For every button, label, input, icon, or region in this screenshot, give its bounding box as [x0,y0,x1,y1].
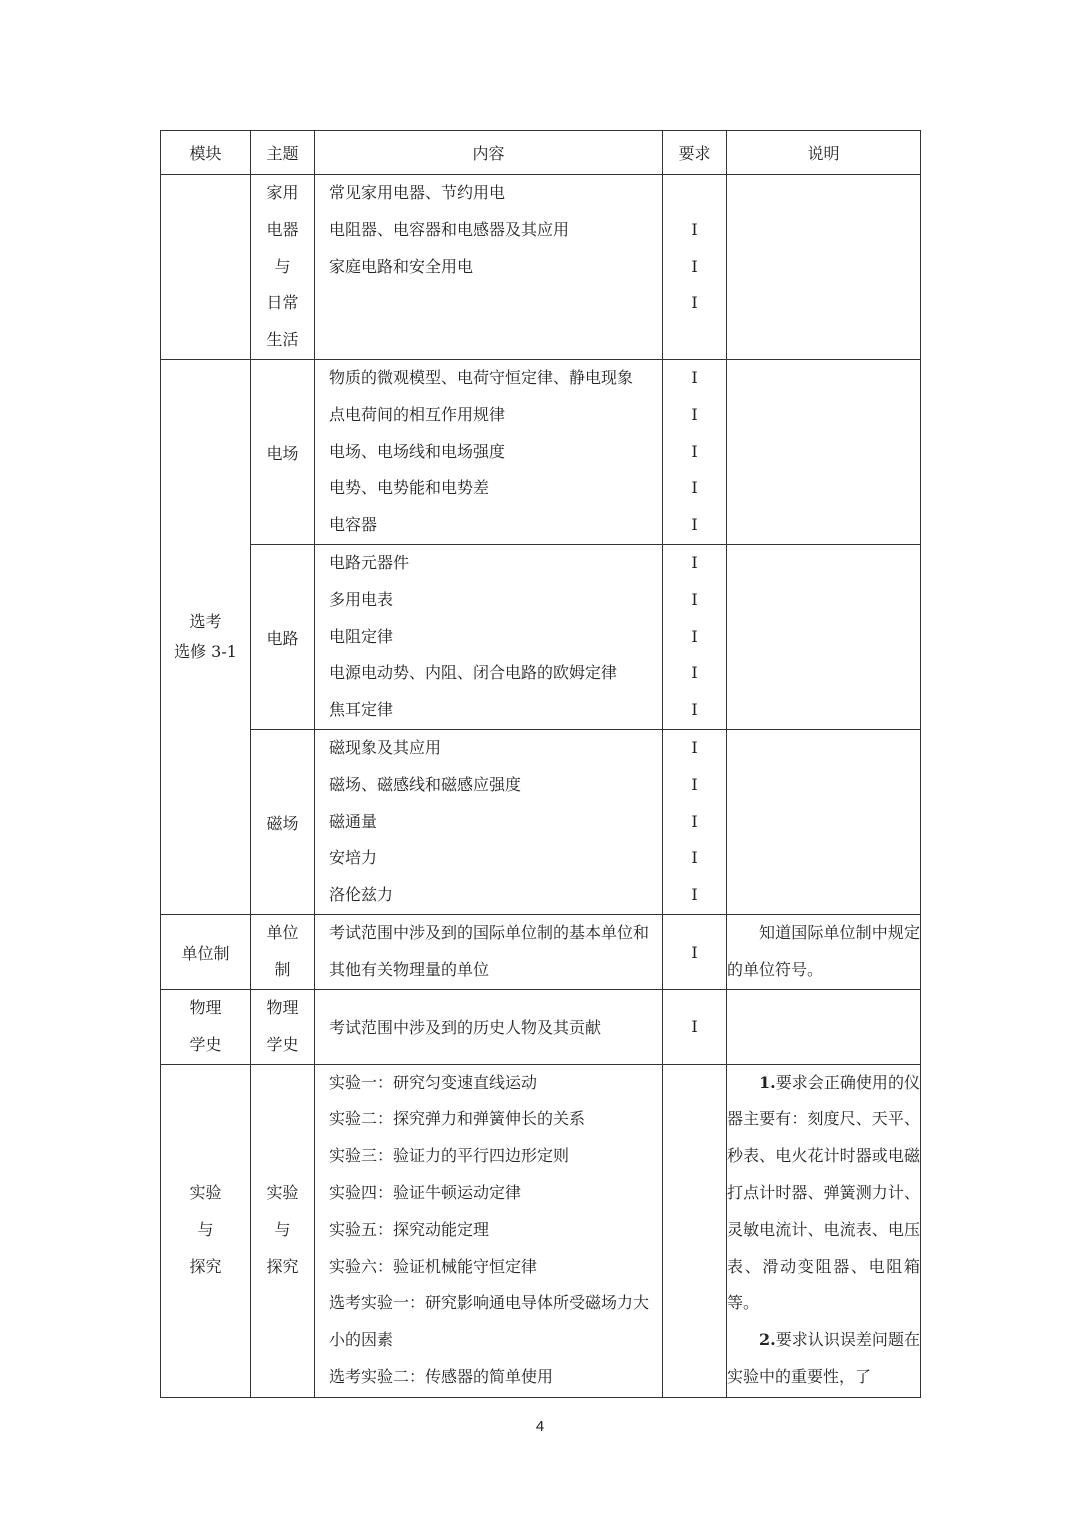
content-experiments: 实验一：研究匀变速直线运动 实验二：探究弹力和弹簧伸长的关系 实验三：验证力的平行四边形定则 实验四：验证牛顿运动定律 实验五：探究动能定理 实验六：验证机械能守恒定律 选考实验一：研究影响通电导体所受磁场力大小的因素 选考实验二：传感器的简单使用 [315,1064,663,1397]
req-appliances: I I I [663,175,727,360]
header-requirement: 要求 [663,131,727,175]
header-topic: 主题 [251,131,315,175]
content-field: 物质的微观模型、电荷守恒定律、静电现象 点电荷间的相互作用规律 电场、电场线和电场强度 电势、电势能和电势差 电容器 [315,360,663,545]
row-history [161,990,921,1065]
header-content: 内容 [315,131,663,175]
note-units: 知道国际单位制中规定的单位符号。 [727,915,921,990]
req-circuit: I I I I I [663,545,727,730]
row-field [161,360,921,545]
row-experiments [161,1064,921,1397]
module-history: 物理 学史 [161,990,251,1065]
note-field [727,360,921,545]
note-appliances [727,175,921,360]
syllabus-table [160,130,921,1398]
content-appliances [315,175,663,360]
content-line: 家庭电路和安全用电 [329,256,474,276]
row-units [161,915,921,990]
page-number: 4 [535,1418,545,1435]
module-experiments: 实验 与 探究 [161,1064,251,1397]
module-units: 单位制 [161,915,251,990]
header-note: 说明 [727,131,921,175]
req-units: I [663,915,727,990]
topic-circuit: 电路 [251,545,315,730]
req-history: I [663,990,727,1065]
req-field: I I I I I [663,360,727,545]
content-units: 考试范围中涉及到的国际单位制的基本单位和其他有关物理量的单位 [315,915,663,990]
note-circuit [727,545,921,730]
topic-history: 物理 学史 [251,990,315,1065]
req-experiments [663,1064,727,1397]
module-elective: 选考 选修 3-1 [161,360,251,915]
row-circuit [161,545,921,730]
row-magnetic [161,730,921,915]
topic-appliances: 家用 电器 与 日常 生活 [251,175,315,360]
note-history [727,990,921,1065]
content-line: 电阻器、电容器和电感器及其应用 [329,219,570,239]
note-experiments: 1.要求会正确使用的仪器主要有：刻度尺、天平、秒表、电火花计时器或电磁打点计时器、弹簧测力计、灵敏电流计、电流表、电压表、滑动变阻器、电阻箱等。 2.要求认识误差问题在实验中的重要性，了 [727,1064,921,1397]
content-history: 考试范围中涉及到的历史人物及其贡献 [315,990,663,1065]
topic-experiments: 实验 与 探究 [251,1064,315,1397]
row-appliances [161,175,921,360]
content-line: 常见家用电器、节约用电 [329,183,506,202]
header-module: 模块 [161,131,251,175]
topic-magnetic: 磁场 [251,730,315,915]
content-circuit: 电路元器件 多用电表 电阻定律 电源电动势、内阻、闭合电路的欧姆定律 焦耳定律 [315,545,663,730]
content-magnetic: 磁现象及其应用 磁场、磁感线和磁感应强度 磁通量 安培力 洛伦兹力 [315,730,663,915]
topic-field: 电场 [251,360,315,545]
req-magnetic: I I I I I [663,730,727,915]
note-magnetic [727,730,921,915]
header-row [161,131,921,175]
topic-units: 单位 制 [251,915,315,990]
module-cell-empty [161,175,251,360]
